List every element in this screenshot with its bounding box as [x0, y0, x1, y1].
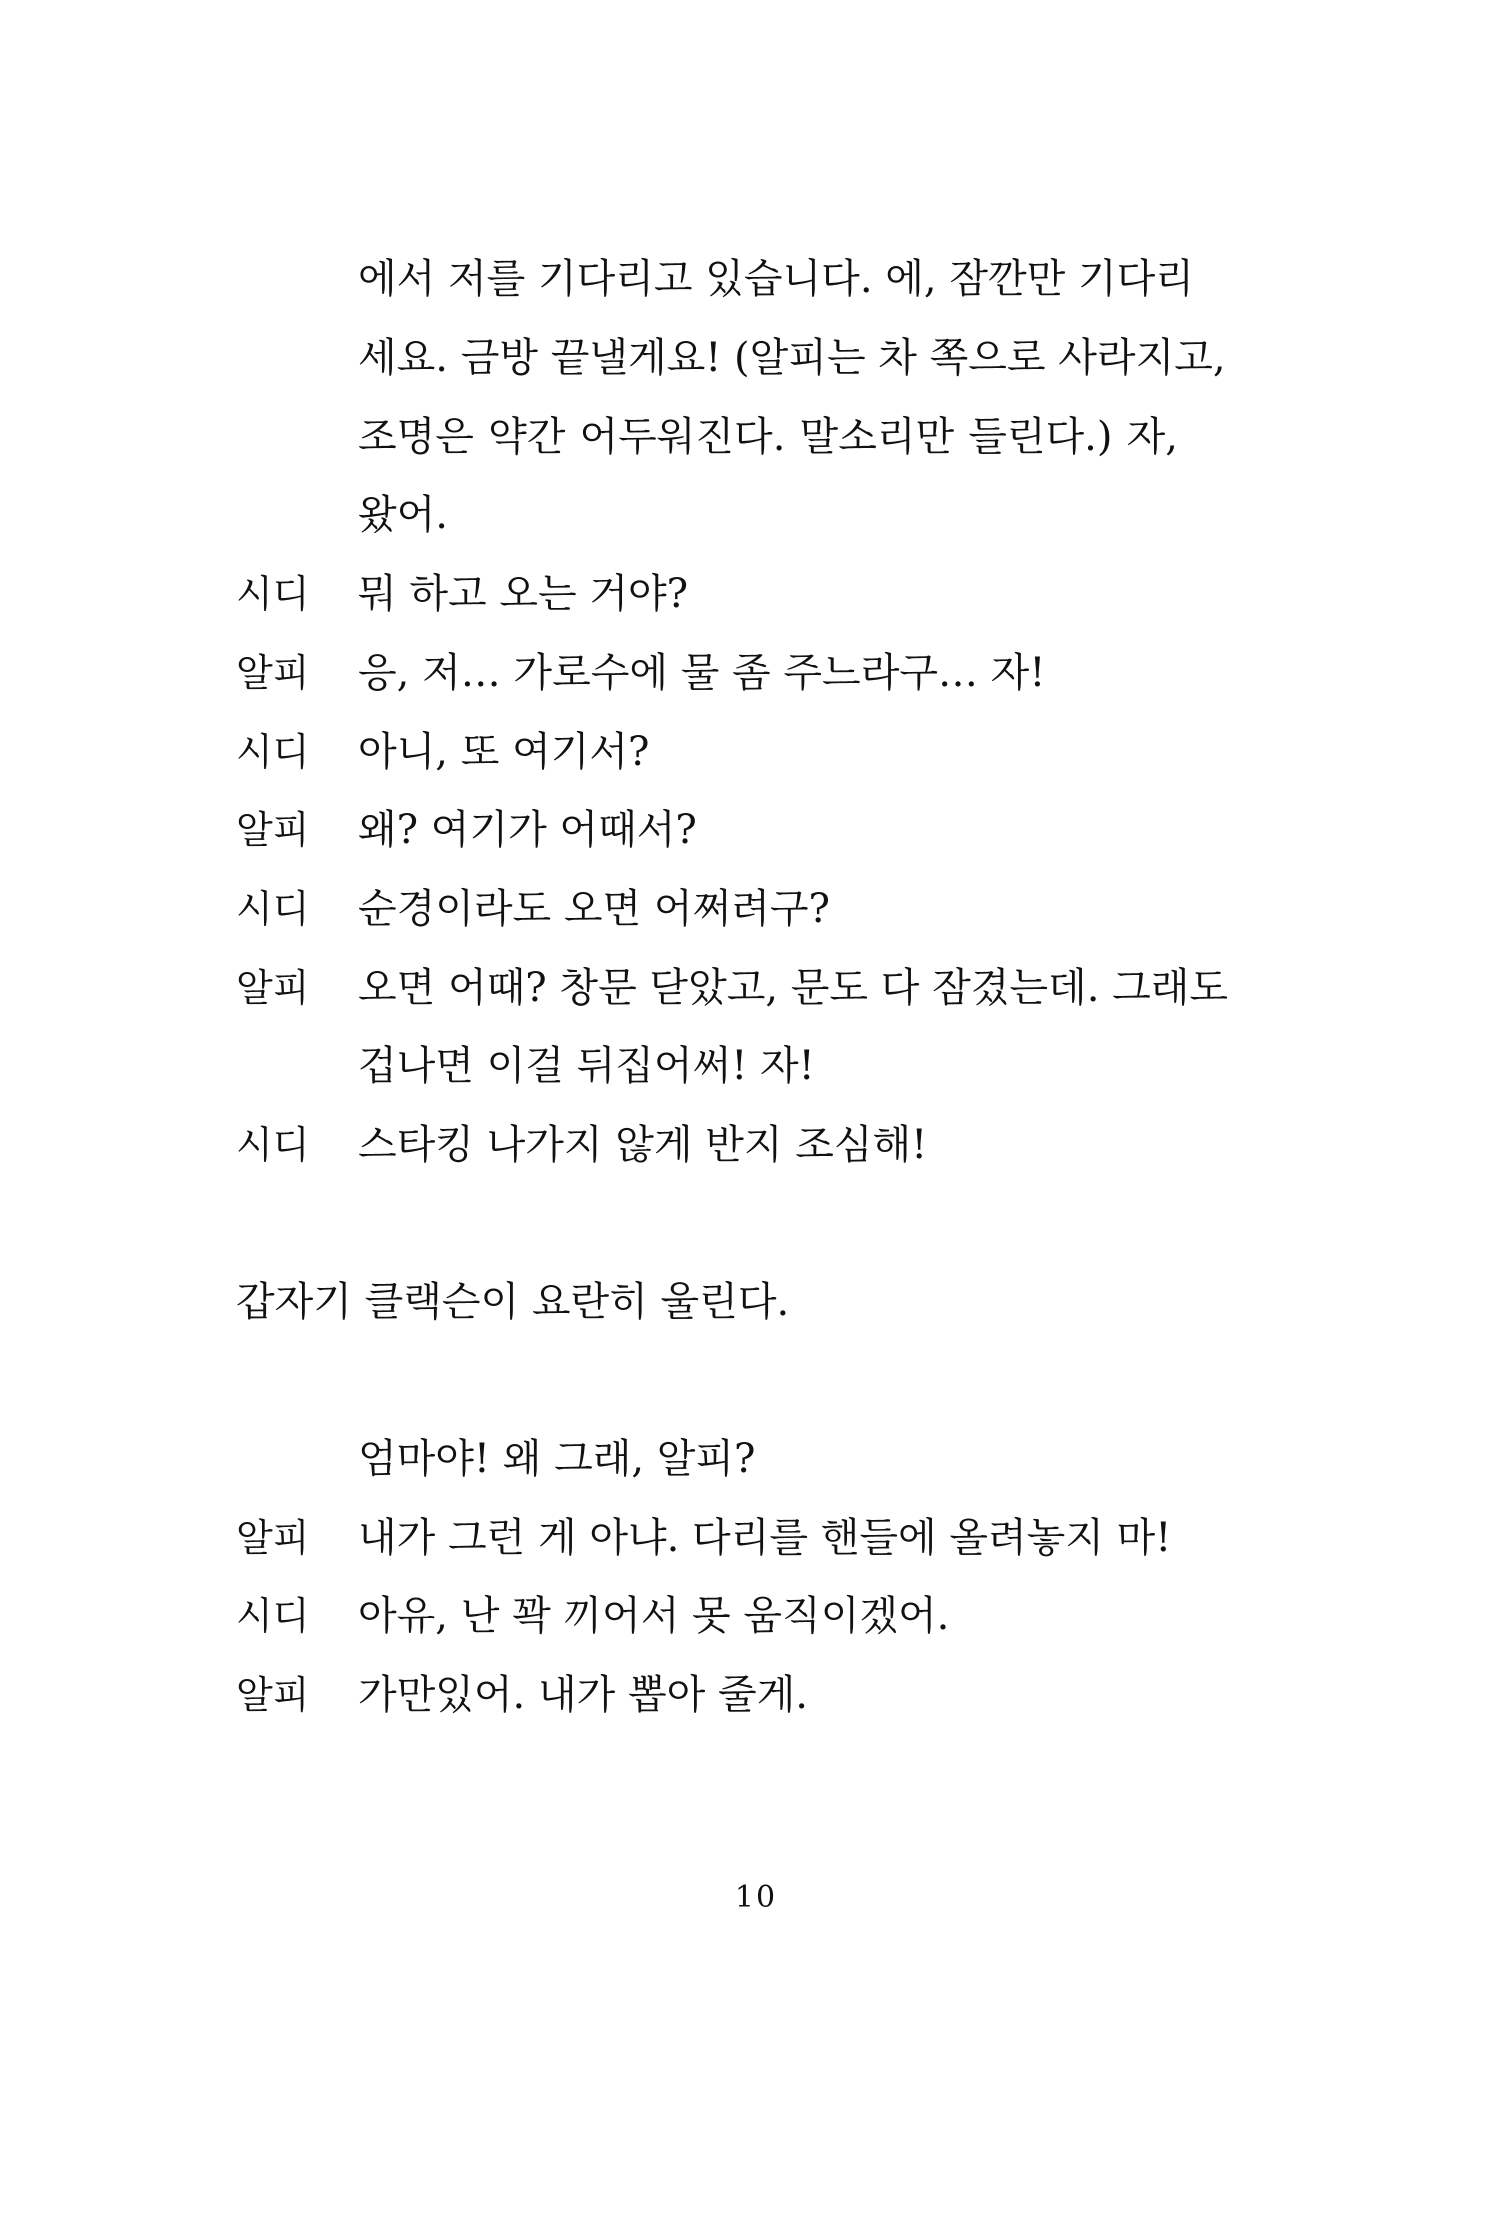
dialogue-text: 왔어.	[358, 492, 448, 538]
speaker-name: 알피	[236, 651, 310, 695]
continuation-line	[0, 328, 1512, 388]
dialogue-text: 응, 저… 가로수에 물 좀 주느라구… 자!	[358, 650, 1046, 696]
continuation-line	[0, 485, 1512, 545]
dialogue-text: 에서 저를 기다리고 있습니다. 에, 잠깐만 기다리	[358, 256, 1194, 302]
dialogue-line	[0, 1586, 1512, 1646]
dialogue-text: 스타킹 나가지 않게 반지 조심해!	[358, 1122, 928, 1168]
dialogue-text: 엄마야! 왜 그래, 알피?	[358, 1436, 756, 1482]
dialogue-line	[0, 879, 1512, 939]
dialogue-line	[0, 1508, 1512, 1568]
dialogue-text: 아니, 또 여기서?	[358, 729, 650, 775]
dialogue-text: 내가 그런 게 아냐. 다리를 핸들에 올려놓지 마!	[358, 1515, 1172, 1561]
dialogue-line	[0, 1115, 1512, 1175]
dialogue-line	[0, 800, 1512, 860]
dialogue-line	[0, 1665, 1512, 1725]
speaker-name: 알피	[236, 966, 310, 1010]
dialogue-text: 겁나면 이걸 뒤집어써! 자!	[358, 1043, 815, 1089]
dialogue-text: 순경이라도 오면 어쩌려구?	[358, 886, 830, 932]
dialogue-line	[0, 958, 1512, 1018]
speaker-name: 알피	[236, 808, 310, 852]
dialogue-text: 뭐 하고 오는 거야?	[358, 571, 689, 617]
speaker-name: 시디	[236, 1123, 310, 1167]
dialogue-text: 가만있어. 내가 뽑아 줄게.	[358, 1672, 808, 1718]
speaker-name: 시디	[236, 1594, 310, 1638]
speaker-name: 알피	[236, 1516, 310, 1560]
continuation-line	[0, 249, 1512, 309]
dialogue-text: 오면 어때? 창문 닫았고, 문도 다 잠겼는데. 그래도	[358, 965, 1229, 1011]
stage-direction	[0, 1272, 1512, 1332]
dialogue-line	[0, 722, 1512, 782]
speaker-name: 시디	[236, 730, 310, 774]
page-number: 10	[734, 1880, 778, 1915]
stage-direction-text: 갑자기 클랙슨이 요란히 울린다.	[236, 1279, 790, 1325]
dialogue-text: 왜? 여기가 어때서?	[358, 807, 697, 853]
dialogue-text: 세요. 금방 끝낼게요! (알피는 차 쪽으로 사라지고,	[358, 335, 1226, 381]
dialogue-text: 조명은 약간 어두워진다. 말소리만 들린다.) 자,	[358, 414, 1178, 460]
dialogue-line	[0, 643, 1512, 703]
speaker-name: 시디	[236, 887, 310, 931]
speaker-name: 알피	[236, 1673, 310, 1717]
dialogue-text: 아유, 난 꽉 끼어서 못 움직이겠어.	[358, 1593, 950, 1639]
dialogue-line	[0, 564, 1512, 624]
speaker-name: 시디	[236, 572, 310, 616]
dialogue-line	[0, 1036, 1512, 1096]
continuation-line	[0, 407, 1512, 467]
continuation-line	[0, 1429, 1512, 1489]
